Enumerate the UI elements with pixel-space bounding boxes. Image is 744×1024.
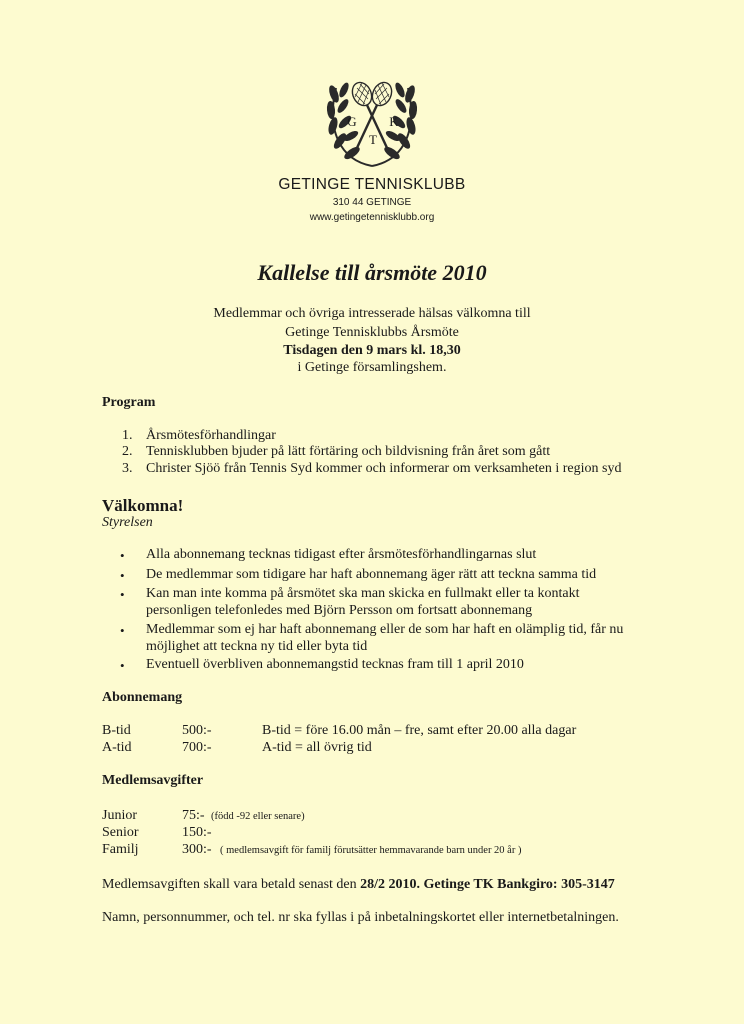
bullet-icon: • bbox=[120, 623, 125, 638]
fee-note: ( medlemsavgift för familj förutsätter hemmavarande barn under 20 år ) bbox=[220, 845, 522, 856]
bullet-text: De medlemmar som tidigare har haft abonnemang äger rätt att teckna samma tid bbox=[146, 567, 597, 582]
fee-name: Junior bbox=[102, 808, 137, 823]
payment-deadline: 28/2 2010. Getinge TK Bankgiro: 305-3147 bbox=[360, 877, 615, 892]
fee-name: Familj bbox=[102, 842, 139, 857]
bullet-icon: • bbox=[120, 587, 125, 602]
signature: Styrelsen bbox=[102, 515, 153, 530]
fee-price: 75:- bbox=[182, 808, 205, 823]
footer-note: Namn, personnummer, och tel. nr ska fyllas i på inbetalningskortet eller internetbetalningen. bbox=[102, 910, 619, 925]
program-item-text: Christer Sjöö från Tennis Syd kommer och informerar om verksamheten i region syd bbox=[146, 461, 622, 476]
intro-line-2: Getinge Tennisklubbs Årsmöte bbox=[285, 325, 459, 340]
bullet-icon: • bbox=[120, 568, 125, 583]
bullet-text-continued: möjlighet att teckna ny tid eller byta tid bbox=[146, 639, 368, 654]
program-item-text: Årsmötesförhandlingar bbox=[146, 428, 276, 443]
subscription-name: A-tid bbox=[102, 740, 132, 755]
svg-text:G: G bbox=[347, 114, 357, 129]
svg-text:T: T bbox=[369, 132, 377, 147]
bullet-text-continued: personligen telefonledes med Björn Persson om fortsatt abonnemang bbox=[146, 603, 533, 618]
fee-note: (född -92 eller senare) bbox=[211, 811, 305, 822]
tennis-club-crest-icon bbox=[322, 68, 422, 172]
welcome-heading: Välkomna! bbox=[102, 496, 184, 515]
program-item-text: Tennisklubben bjuder på lätt förtäring och bildvisning från året som gått bbox=[146, 444, 551, 459]
bullet-text: Eventuell överbliven abonnemangstid tecknas fram till 1 april 2010 bbox=[146, 657, 524, 672]
payment-info bbox=[102, 877, 615, 893]
fees-heading: Medlemsavgifter bbox=[102, 773, 204, 788]
page-title: Kallelse till årsmöte 2010 bbox=[257, 260, 487, 285]
bullet-icon: • bbox=[120, 548, 125, 563]
program-item-number: 1. bbox=[122, 428, 133, 443]
svg-text:K: K bbox=[389, 114, 399, 129]
bullet-text: Kan man inte komma på årsmötet ska man skicka en fullmakt eller ta kontakt bbox=[146, 586, 580, 601]
subscriptions-heading: Abonnemang bbox=[102, 690, 183, 705]
subscription-description: A-tid = all övrig tid bbox=[262, 740, 372, 755]
program-heading: Program bbox=[102, 395, 156, 410]
intro-location: i Getinge församlingshem. bbox=[297, 360, 447, 375]
subscription-name: B-tid bbox=[102, 723, 131, 738]
fee-price: 150:- bbox=[182, 825, 212, 840]
subscription-description: B-tid = före 16.00 mån – fre, samt efter 20.00 alla dagar bbox=[262, 723, 577, 738]
subscription-price: 500:- bbox=[182, 723, 212, 738]
club-website: www.getingetennisklubb.org bbox=[309, 212, 435, 223]
program-item-number: 2. bbox=[122, 444, 133, 459]
payment-text: Medlemsavgiften skall vara betald senast den bbox=[102, 877, 361, 892]
intro-line-1: Medlemmar och övriga intresserade hälsas välkomna till bbox=[213, 306, 531, 321]
program-item-number: 3. bbox=[122, 461, 133, 476]
fee-name: Senior bbox=[102, 825, 139, 840]
fee-price: 300:- bbox=[182, 842, 212, 857]
club-name: GETINGE TENNISKLUBB bbox=[278, 176, 466, 193]
bullet-icon: • bbox=[120, 658, 125, 673]
bullet-text: Alla abonnemang tecknas tidigast efter årsmötesförhandlingarnas slut bbox=[146, 547, 537, 562]
club-address: 310 44 GETINGE bbox=[332, 197, 412, 208]
bullet-text: Medlemmar som ej har haft abonnemang eller de som har haft en olämplig tid, får nu bbox=[146, 622, 624, 637]
subscription-price: 700:- bbox=[182, 740, 212, 755]
intro-date: Tisdagen den 9 mars kl. 18,30 bbox=[283, 343, 461, 358]
